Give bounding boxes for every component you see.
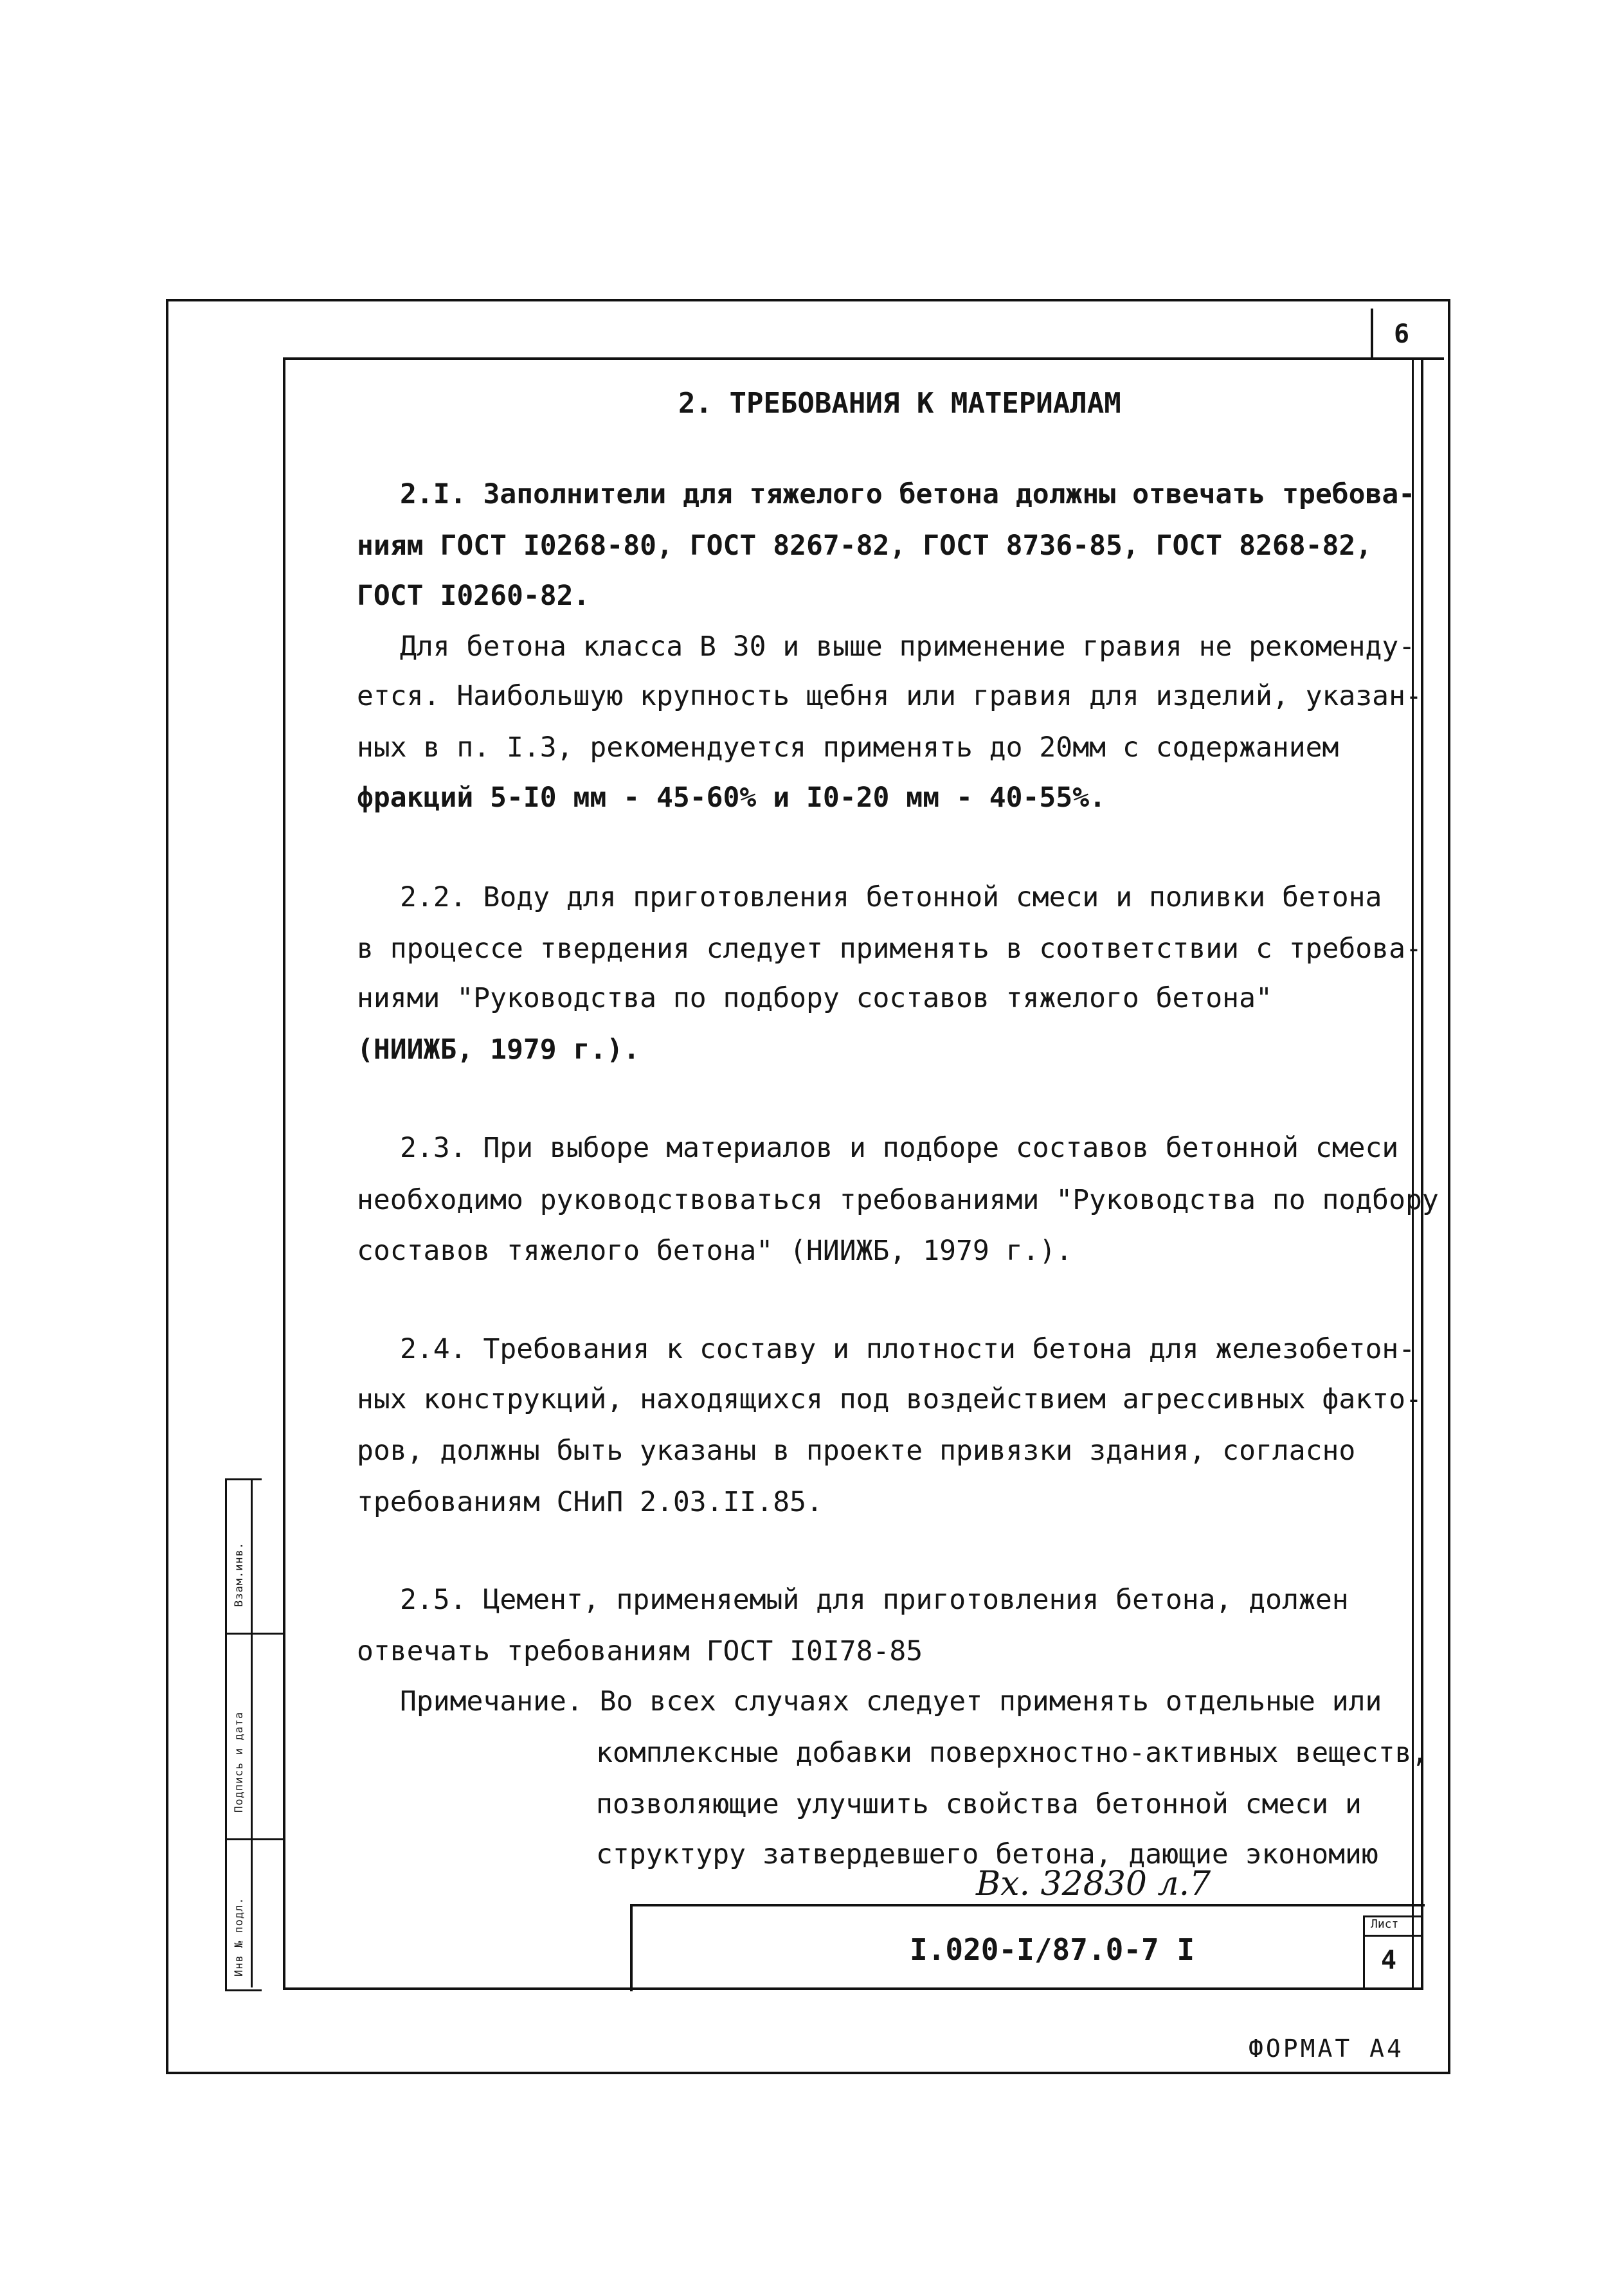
- text-line-13: необходимо руководствоваться требованиями "Руководства по подбору: [357, 1184, 1439, 1216]
- text-line-4: Для бетона класса В 30 и выше применение гравия не рекоменду-: [400, 631, 1416, 663]
- outer-frame-top: [166, 299, 1450, 301]
- text-line-10: ниями "Руководства по подбору составов тяжелого бетона": [357, 982, 1272, 1014]
- outer-frame-bottom: [166, 2072, 1450, 2074]
- sheet-number: 6: [1394, 319, 1410, 349]
- handwritten-note: Вх. 32830 л.7: [976, 1865, 1211, 1903]
- text-line-20: отвечать требованиям ГОСТ I0I78-85: [357, 1635, 923, 1667]
- stamp-sheet-label: Лист: [1371, 1917, 1399, 1931]
- inner-frame-left: [283, 357, 285, 1990]
- text-line-9: в процессе твердения следует применять в соответствии с требова-: [357, 933, 1422, 965]
- outer-frame-right: [1448, 299, 1450, 2074]
- document-code: I.020-I/87.0-7 I: [910, 1932, 1195, 1967]
- stamp-sheet-number: 4: [1381, 1946, 1397, 1975]
- text-line-16: ных конструкций, находящихся под воздействием агрессивных факто-: [357, 1383, 1422, 1415]
- text-line-11: (НИИЖБ, 1979 г.).: [357, 1034, 640, 1066]
- text-line-14: составов тяжелого бетона" (НИИЖБ, 1979 г.).: [357, 1235, 1073, 1267]
- text-line-12: 2.3. При выборе материалов и подборе составов бетонной смеси: [400, 1132, 1399, 1164]
- side-stamp-divider: [251, 1478, 253, 1987]
- inner-frame-top: [283, 357, 1423, 360]
- side-label-podpis: Подпись и дата: [233, 1711, 246, 1813]
- text-line-19: 2.5. Цемент, применяемый для приготовления бетона, должен: [400, 1584, 1349, 1616]
- text-line-21: Примечание. Во всех случаях следует применять отдельные или: [400, 1685, 1382, 1718]
- text-line-6: ных в п. I.3, рекомендуется применять до 20мм с содержанием: [357, 731, 1339, 764]
- text-line-2: ниям ГОСТ I0268-80, ГОСТ 8267-82, ГОСТ 8736-85, ГОСТ 8268-82,: [357, 530, 1373, 562]
- text-line-18: требованиям СНиП 2.03.II.85.: [357, 1486, 823, 1518]
- outer-frame-left: [166, 299, 168, 2074]
- text-line-23: позволяющие улучшить свойства бетонной смеси и: [596, 1788, 1362, 1820]
- text-line-1: 2.I. Заполнители для тяжелого бетона должны отвечать требова-: [400, 478, 1416, 510]
- text-line-17: ров, должны быть указаны в проекте привязки здания, согласно: [357, 1435, 1356, 1467]
- side-label-vzam: Взам.инв.: [233, 1541, 246, 1607]
- text-line-15: 2.4. Требования к составу и плотности бетона для железобетон-: [400, 1333, 1416, 1365]
- side-stamp-row-1: [225, 1633, 283, 1635]
- text-line-8: 2.2. Воду для приготовления бетонной смеси и поливки бетона: [400, 881, 1382, 913]
- section-title: 2. ТРЕБОВАНИЯ К МАТЕРИАЛАМ: [678, 387, 1121, 420]
- text-line-24: структуру затвердевшего бетона, дающие экономию: [596, 1838, 1378, 1870]
- text-line-5: ется. Наибольшую крупность щебня или гравия для изделий, указан-: [357, 680, 1422, 712]
- format-label: ФОРМАТ А4: [1249, 2034, 1404, 2063]
- side-stamp-row-2: [225, 1838, 283, 1840]
- stamp-sheet-divider: [1363, 1935, 1421, 1937]
- text-line-3: ГОСТ I0260-82.: [357, 580, 590, 612]
- text-line-22: комплексные добавки поверхностно-активных веществ,: [596, 1737, 1429, 1769]
- text-line-7: фракций 5-I0 мм - 45-60% и I0-20 мм - 40-55%.: [357, 782, 1106, 814]
- side-label-inv: Инв № подл.: [233, 1897, 246, 1977]
